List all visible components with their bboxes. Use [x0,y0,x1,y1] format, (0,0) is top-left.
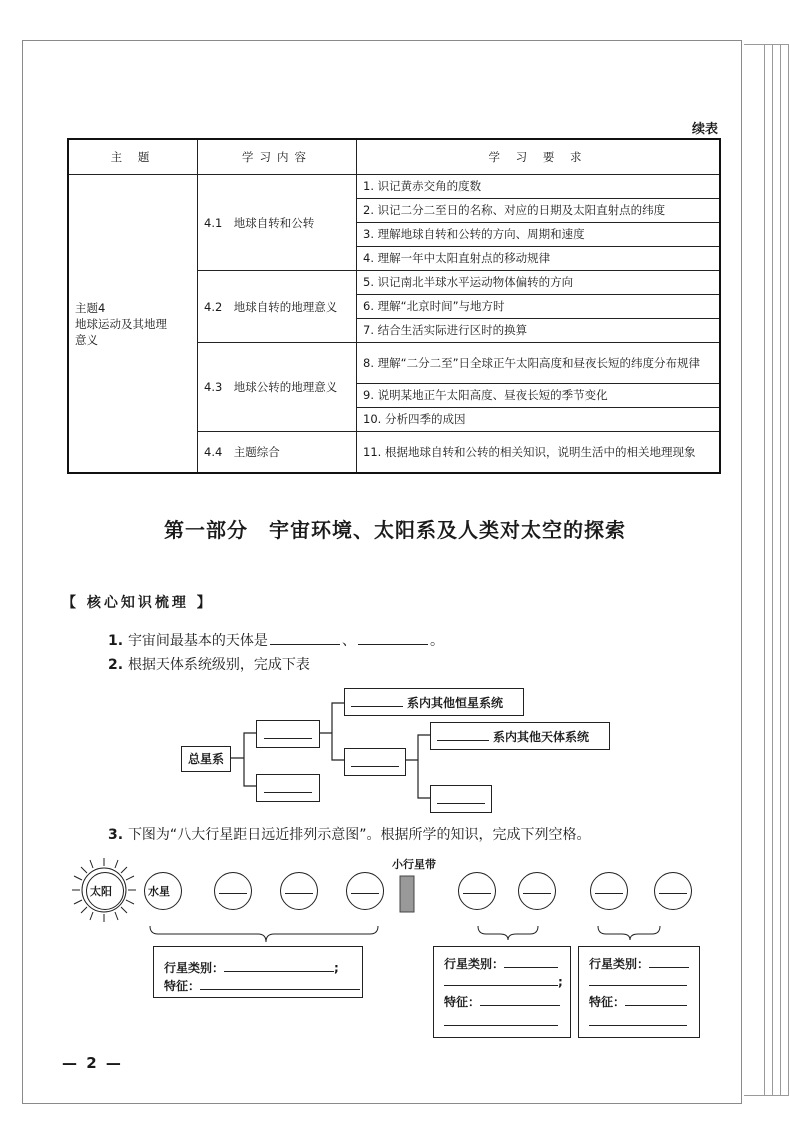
content-cell: 4.4 主题综合 [198,432,357,474]
answer-line [659,893,687,894]
root-box: 总星系 [181,746,231,772]
category-label: 行星类别： [444,957,505,971]
question-3-number: 3. [108,827,124,843]
mercury-label: 水星 [148,885,170,898]
requirement-row: 7. 结合生活实际进行区时的换算 [357,319,721,343]
sun-label: 太阳 [90,885,112,898]
info-box-terrestrial [153,946,363,998]
answer-line [285,893,313,894]
planet-circle[interactable] [518,872,556,910]
page-number: — 2 — [62,1054,123,1072]
semicolon: ; [334,961,339,975]
content-cell: 4.1 地球自转和公转 [198,175,357,271]
requirement-row: 9. 说明某地正午太阳高度、昼夜长短的季节变化 [357,384,721,408]
answer-line[interactable] [444,973,558,986]
requirement-row: 5. 识记南北半球水平运动物体偏转的方向 [357,271,721,295]
planet-circle[interactable] [280,872,318,910]
content-cell: 4.3 地球公转的地理意义 [198,343,357,432]
planet-circle[interactable] [214,872,252,910]
section-title: 第一部分 宇宙环境、太阳系及人类对太空的探索 [164,518,626,542]
feature-label: 特征： [589,995,626,1009]
requirement-row: 1. 识记黄赤交角的度数 [357,175,721,199]
answer-line [463,893,491,894]
question-2-number: 2. [108,657,124,673]
feature-label: 特征： [164,979,201,993]
continued-label: 续表 [691,122,718,137]
semicolon: ; [558,975,563,989]
requirement-row: 6. 理解“北京时间”与地方时 [357,295,721,319]
planet-circle[interactable] [590,872,628,910]
answer-line [523,893,551,894]
answer-line [595,893,623,894]
planet-circle[interactable] [458,872,496,910]
question-3-text: 下图为“八大行星距日远近排列示意图”。根据所学的知识，完成下列空格。 [127,827,591,843]
question-1-text: 宇宙间最基本的天体是 [127,633,268,649]
content-cell: 4.2 地球自转的地理意义 [198,271,357,343]
separator: 、 [341,633,356,649]
info-box-ice-giants [578,946,700,1038]
header-requirements: 学 习 要 求 [357,139,721,175]
asteroid-belt-label: 小行星带 [392,858,436,871]
answer-line[interactable] [504,955,558,968]
topic-line-1: 主题4 [75,300,106,315]
planet-circle[interactable] [654,872,692,910]
answer-line[interactable] [625,993,687,1006]
feature-label: 特征： [444,995,481,1009]
answer-line[interactable] [589,973,687,986]
category-label: 行星类别： [164,961,225,975]
requirement-row: 8. 理解“二分二至”日全球正午太阳高度和昼夜长短的纬度分布规律 [357,343,721,384]
category-label: 行星类别： [589,957,650,971]
answer-line[interactable] [444,1013,558,1026]
requirement-row: 11. 根据地球自转和公转的相关知识，说明生活中的相关地理现象 [357,432,721,474]
answer-line[interactable] [649,955,689,968]
answer-line[interactable] [224,959,334,972]
end-mark: 。 [429,633,444,649]
answer-line[interactable] [200,977,360,990]
sun-icon [86,872,124,910]
planet-mercury [144,872,182,910]
knowledge-tag: 【 核心知识梳理 】 [62,595,214,611]
info-box-giants [433,946,571,1038]
other-bodies-label: 系内其他天体系统 [493,730,590,744]
requirement-row: 4. 理解一年中太阳直射点的移动规律 [357,247,721,271]
answer-line [351,893,379,894]
answer-line[interactable] [480,993,560,1006]
topic-line-2: 地球运动及其地理 [75,316,167,331]
answer-line [219,893,247,894]
planet-circle[interactable] [346,872,384,910]
topic-line-3: 意义 [75,332,98,347]
question-1-number: 1. [108,633,124,649]
header-content: 学习内容 [198,139,357,175]
requirement-row: 10. 分析四季的成因 [357,408,721,432]
answer-line[interactable] [589,1013,687,1026]
header-topic: 主 题 [68,139,198,175]
other-stars-label: 系内其他恒星系统 [407,696,504,710]
requirement-row: 2. 识记二分二至日的名称、对应的日期及太阳直射点的纬度 [357,199,721,223]
asteroid-belt-icon [400,876,414,912]
question-2-text: 根据天体系统级别，完成下表 [127,657,310,673]
requirement-row: 3. 理解地球自转和公转的方向、周期和速度 [357,223,721,247]
